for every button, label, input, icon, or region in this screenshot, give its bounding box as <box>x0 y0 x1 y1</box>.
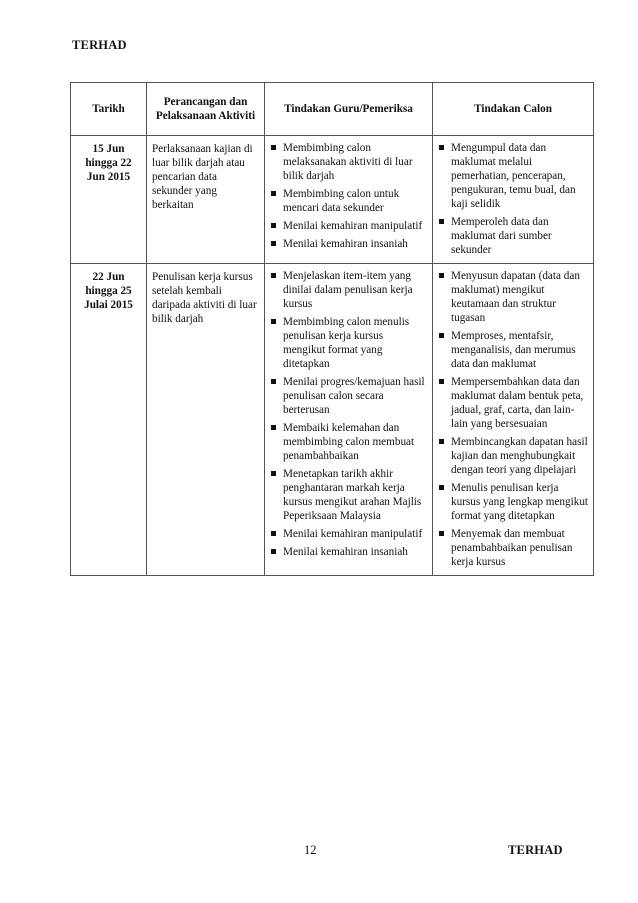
table-row <box>71 136 594 264</box>
list-item-text: Menilai progres/kemajuan hasil penulisan calon secara berterusan <box>283 376 425 416</box>
student-action-list <box>437 141 589 257</box>
list-item <box>269 467 428 523</box>
list-item-text: Menilai kemahiran manipulatif <box>283 220 423 232</box>
list-item <box>437 527 589 569</box>
square-bullet-icon <box>439 333 444 338</box>
square-bullet-icon <box>439 379 444 384</box>
table-row <box>71 264 594 576</box>
cell-teacher-actions <box>265 264 433 576</box>
list-item-text: Menilai kemahiran insaniah <box>283 238 408 250</box>
cell-teacher-actions <box>265 136 433 264</box>
list-item-text: Menulis penulisan kerja kursus yang lengkap mengikut format yang ditetapkan <box>451 482 589 522</box>
list-item-text: Menilai kemahiran insaniah <box>283 546 408 558</box>
list-item <box>437 269 589 325</box>
square-bullet-icon <box>439 145 444 150</box>
list-item <box>437 375 589 431</box>
list-item-text: Mengumpul data dan maklumat melalui pemerhatian, pencerapan, pengukuran, temu bual, dan kaji selidik <box>451 142 576 210</box>
square-bullet-icon <box>439 439 444 444</box>
list-item-text: Memproses, mentafsir, menganalisis, dan merumus data dan maklumat <box>451 330 576 370</box>
list-item-text: Menetapkan tarikh akhir penghantaran markah kerja kursus mengikut arahan Majlis Peperiksaan Malaysia <box>283 468 422 522</box>
cell-activity: Penulisan kerja kursus setelah kembali daripada aktiviti di luar bilik darjah <box>147 264 265 576</box>
list-item-text: Membincangkan dapatan hasil kajian dan menghubungkait dengan teori yang dipelajari <box>451 436 588 476</box>
list-item <box>269 375 428 417</box>
square-bullet-icon <box>439 485 444 490</box>
list-item <box>437 435 589 477</box>
cell-student-actions <box>433 264 594 576</box>
list-item <box>269 187 428 215</box>
list-item-text: Menyemak dan membuat penambahbaikan penulisan kerja kursus <box>451 528 573 568</box>
column-header-date: Tarikh <box>71 83 147 136</box>
square-bullet-icon <box>271 241 276 246</box>
cell-date: 15 Jun hingga 22 Jun 2015 <box>71 136 147 264</box>
list-item <box>269 527 428 541</box>
square-bullet-icon <box>271 191 276 196</box>
square-bullet-icon <box>271 425 276 430</box>
list-item <box>269 269 428 311</box>
list-item-text: Menjelaskan item-item yang dinilai dalam penulisan kerja kursus <box>283 270 413 310</box>
list-item <box>269 315 428 371</box>
page-number: 12 <box>304 843 317 857</box>
list-item-text: Menilai kemahiran manipulatif <box>283 528 423 540</box>
column-header-student: Tindakan Calon <box>433 83 594 136</box>
square-bullet-icon <box>439 531 444 536</box>
list-item <box>269 237 428 251</box>
list-item-text: Mempersembahkan data dan maklumat dalam bentuk peta, jadual, graf, carta, dan lain-lain yang bersesuaian <box>451 376 584 430</box>
square-bullet-icon <box>439 219 444 224</box>
square-bullet-icon <box>271 145 276 150</box>
table-header-row <box>71 83 594 136</box>
column-header-teacher: Tindakan Guru/Pemeriksa <box>265 83 433 136</box>
list-item-text: Membimbing calon menulis penulisan kerja kursus mengikut format yang ditetapkan <box>283 316 410 370</box>
teacher-action-list <box>269 269 428 559</box>
footer-classification: TERHAD <box>508 843 563 857</box>
teacher-action-list <box>269 141 428 251</box>
list-item <box>437 481 589 523</box>
cell-activity: Perlaksanaan kajian di luar bilik darjah atau pencarian data sekunder yang berkaitan <box>147 136 265 264</box>
list-item-text: Menyusun dapatan (data dan maklumat) mengikut keutamaan dan struktur tugasan <box>451 270 580 324</box>
list-item-text: Membimbing calon melaksanakan aktiviti di luar bilik darjah <box>283 142 413 182</box>
square-bullet-icon <box>271 223 276 228</box>
cell-student-actions <box>433 136 594 264</box>
list-item <box>269 141 428 183</box>
cell-date: 22 Jun hingga 25 Julai 2015 <box>71 264 147 576</box>
list-item <box>437 215 589 257</box>
header-classification: TERHAD <box>72 38 127 52</box>
list-item-text: Memperoleh data dan maklumat dari sumber sekunder <box>451 216 552 256</box>
list-item <box>269 421 428 463</box>
table-body <box>71 136 594 576</box>
list-item-text: Membimbing calon untuk mencari data sekunder <box>283 188 400 214</box>
list-item <box>269 219 428 233</box>
square-bullet-icon <box>271 319 276 324</box>
list-item <box>437 329 589 371</box>
list-item-text: Membaiki kelemahan dan membimbing calon membuat penambahbaikan <box>283 422 415 462</box>
square-bullet-icon <box>271 471 276 476</box>
square-bullet-icon <box>271 273 276 278</box>
list-item <box>269 545 428 559</box>
square-bullet-icon <box>439 273 444 278</box>
square-bullet-icon <box>271 549 276 554</box>
student-action-list <box>437 269 589 569</box>
square-bullet-icon <box>271 379 276 384</box>
square-bullet-icon <box>271 531 276 536</box>
list-item <box>437 141 589 211</box>
activity-table <box>70 82 594 576</box>
column-header-activity: Perancangan dan Pelaksanaan Aktiviti <box>147 83 265 136</box>
